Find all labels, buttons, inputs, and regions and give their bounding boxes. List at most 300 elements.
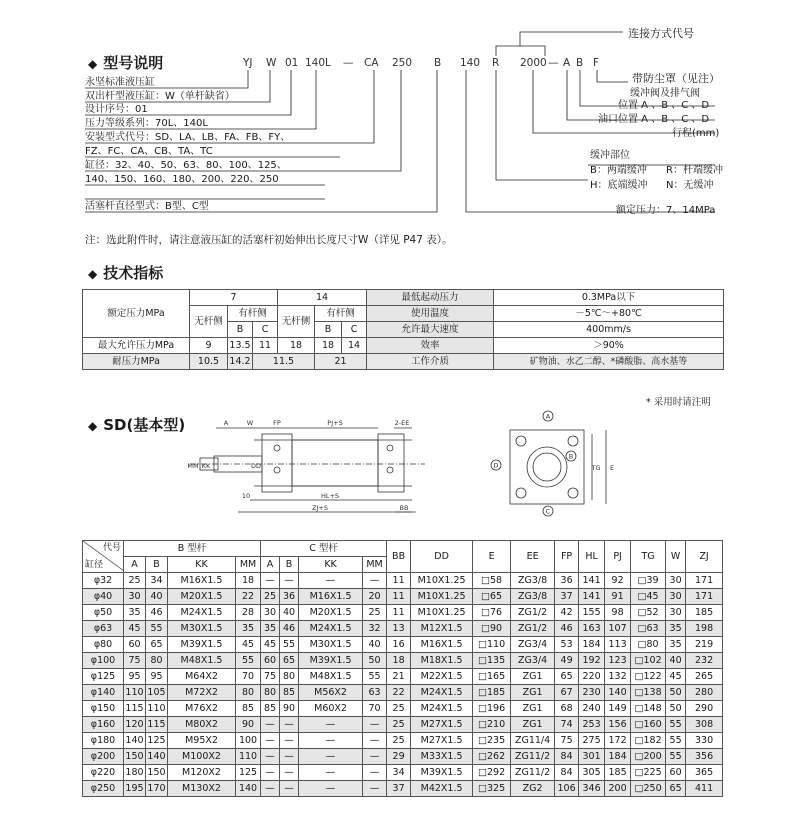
bore-cell: φ32 bbox=[83, 573, 124, 589]
dim-ten: 10 bbox=[241, 492, 251, 500]
table-cell: 301 bbox=[579, 749, 605, 765]
table-cell: 13 bbox=[387, 621, 411, 637]
table-cell: — bbox=[261, 717, 280, 733]
table-cell: 115 bbox=[124, 701, 146, 717]
spec-value-1: －5℃～+80℃ bbox=[494, 306, 724, 322]
table-cell: M95X2 bbox=[168, 733, 236, 749]
table-cell: 40 bbox=[146, 589, 168, 605]
header-ee: EE bbox=[511, 541, 555, 573]
table-cell: □58 bbox=[473, 573, 511, 589]
table-cell: 125 bbox=[236, 765, 261, 781]
proof-pressure-cell: 21 bbox=[315, 354, 367, 370]
table-cell: M20X1.5 bbox=[168, 589, 236, 605]
table-cell: M33X1.5 bbox=[411, 749, 473, 765]
header-c-b: B bbox=[280, 557, 299, 573]
table-cell: 53 bbox=[555, 637, 579, 653]
table-cell: 22 bbox=[387, 685, 411, 701]
table-cell: 67 bbox=[555, 685, 579, 701]
table-cell: 65 bbox=[555, 669, 579, 685]
spec-label-3: 效率 bbox=[367, 338, 494, 354]
table-cell: 155 bbox=[579, 605, 605, 621]
table-cell: 35 bbox=[124, 605, 146, 621]
rod-b-14: B bbox=[315, 322, 342, 338]
table-cell: 140 bbox=[146, 749, 168, 765]
table-cell: 55 bbox=[666, 749, 686, 765]
table-cell: 141 bbox=[579, 589, 605, 605]
label-cushion-h: H：底端缓冲 bbox=[590, 180, 648, 191]
table-cell: 70 bbox=[236, 669, 261, 685]
code-part-dash1: — bbox=[343, 57, 354, 69]
table-cell: M130X2 bbox=[168, 781, 236, 797]
pressure-14: 14 bbox=[278, 290, 367, 306]
table-cell: □52 bbox=[631, 605, 666, 621]
table-cell: M24X1.5 bbox=[168, 605, 236, 621]
table-cell: M27X1.5 bbox=[411, 733, 473, 749]
max-pressure-cell: 18 bbox=[278, 338, 315, 354]
table-cell: 65 bbox=[280, 653, 299, 669]
table-cell: □210 bbox=[473, 717, 511, 733]
table-cell: 253 bbox=[579, 717, 605, 733]
no-rod-14: 无杆侧 bbox=[278, 306, 315, 338]
table-cell: 42 bbox=[555, 605, 579, 621]
label-mount-type-1: 安装型式代号：SD、LA、LB、FA、FB、FY、 bbox=[85, 132, 291, 143]
code-part-01: 01 bbox=[285, 57, 299, 69]
table-cell: — bbox=[363, 733, 387, 749]
label-design-no: 设计序号：01 bbox=[85, 104, 148, 115]
pressure-7: 7 bbox=[190, 290, 278, 306]
table-cell: 25 bbox=[387, 701, 411, 717]
table-cell: M100X2 bbox=[168, 749, 236, 765]
table-cell: 219 bbox=[686, 637, 723, 653]
table-cell: M72X2 bbox=[168, 685, 236, 701]
table-cell: M10X1.25 bbox=[411, 605, 473, 621]
table-cell: 46 bbox=[146, 605, 168, 621]
spec-value-2: 400mm/s bbox=[494, 322, 724, 338]
table-cell: M60X2 bbox=[299, 701, 363, 717]
table-cell: 171 bbox=[686, 589, 723, 605]
table-cell: 40 bbox=[666, 653, 686, 669]
cylinder-tube bbox=[292, 440, 378, 486]
table-cell: 50 bbox=[363, 653, 387, 669]
table-cell: 85 bbox=[261, 701, 280, 717]
table-cell: 60 bbox=[124, 637, 146, 653]
table-cell: □45 bbox=[631, 589, 666, 605]
table-cell: — bbox=[280, 781, 299, 797]
table-cell: 200 bbox=[605, 781, 631, 797]
header-b-kk: KK bbox=[168, 557, 236, 573]
table-cell: 91 bbox=[605, 589, 631, 605]
tech-footnote: * 采用时请注明 bbox=[646, 397, 711, 408]
end-label-a: A bbox=[545, 412, 551, 421]
header-tg: TG bbox=[631, 541, 666, 573]
table-cell: 30 bbox=[124, 589, 146, 605]
table-cell: 198 bbox=[686, 621, 723, 637]
label-cushion-n: N：无缓冲 bbox=[666, 180, 714, 191]
table-cell: 18 bbox=[236, 573, 261, 589]
table-cell: ZG3/8 bbox=[511, 573, 555, 589]
table-cell: — bbox=[261, 781, 280, 797]
table-cell: 11 bbox=[387, 605, 411, 621]
table-cell: 37 bbox=[387, 781, 411, 797]
spec-label-1: 使用温度 bbox=[367, 306, 494, 322]
table-cell: 265 bbox=[686, 669, 723, 685]
table-cell: 55 bbox=[280, 637, 299, 653]
max-pressure-cell: 14 bbox=[342, 338, 367, 354]
table-cell: 68 bbox=[555, 701, 579, 717]
table-cell: 55 bbox=[236, 653, 261, 669]
rod-c-7: C bbox=[253, 322, 278, 338]
table-cell: 105 bbox=[146, 685, 168, 701]
dim-bb: BB bbox=[399, 504, 409, 512]
table-cell: 55 bbox=[146, 621, 168, 637]
table-cell: □65 bbox=[473, 589, 511, 605]
table-cell: 140 bbox=[124, 733, 146, 749]
bore-cell: φ180 bbox=[83, 733, 124, 749]
table-cell: 171 bbox=[686, 573, 723, 589]
table-cell: □80 bbox=[631, 637, 666, 653]
label-stroke: 行程(mm) bbox=[672, 128, 720, 139]
table-cell: 123 bbox=[605, 653, 631, 669]
table-cell: 25 bbox=[124, 573, 146, 589]
table-cell: ZG11/4 bbox=[511, 733, 555, 749]
table-cell: □122 bbox=[631, 669, 666, 685]
table-cell: 140 bbox=[236, 781, 261, 797]
table-cell: 20 bbox=[363, 589, 387, 605]
header-zj: ZJ bbox=[686, 541, 723, 573]
bore-cell: φ160 bbox=[83, 717, 124, 733]
max-pressure-cell: 9 bbox=[190, 338, 228, 354]
max-pressure-cell: 18 bbox=[315, 338, 342, 354]
side-view-drawing bbox=[180, 412, 440, 524]
table-cell: 16 bbox=[387, 637, 411, 653]
table-cell: 290 bbox=[686, 701, 723, 717]
label-double-rod: 双出杆型液压缸：W（单杆缺省） bbox=[85, 91, 235, 102]
table-cell: 308 bbox=[686, 717, 723, 733]
table-cell: 65 bbox=[666, 781, 686, 797]
table-cell: 35 bbox=[666, 621, 686, 637]
table-cell: □225 bbox=[631, 765, 666, 781]
table-cell: — bbox=[363, 749, 387, 765]
bore-cell: φ80 bbox=[83, 637, 124, 653]
table-cell: 95 bbox=[146, 669, 168, 685]
max-pressure-label: 最大允许压力MPa bbox=[83, 338, 190, 354]
table-cell: 170 bbox=[146, 781, 168, 797]
rated-pressure-label: 额定压力MPa bbox=[83, 290, 190, 338]
table-cell: 45 bbox=[124, 621, 146, 637]
table-row bbox=[83, 573, 723, 589]
table-cell: 156 bbox=[605, 717, 631, 733]
dim-hl: HL+S bbox=[320, 492, 340, 500]
code-part-140: 140 bbox=[460, 57, 481, 69]
end-label-e: E bbox=[609, 464, 615, 472]
table-cell: 36 bbox=[280, 589, 299, 605]
table-cell: ZG3/8 bbox=[511, 589, 555, 605]
table-cell: M120X2 bbox=[168, 765, 236, 781]
label-dust-cover: 带防尘罩（见注） bbox=[632, 72, 720, 85]
table-cell: M24X1.5 bbox=[411, 685, 473, 701]
table-cell: 75 bbox=[261, 669, 280, 685]
code-part-r: R bbox=[492, 57, 500, 69]
table-cell: 195 bbox=[124, 781, 146, 797]
table-cell: — bbox=[280, 717, 299, 733]
table-cell: — bbox=[280, 749, 299, 765]
bore-cell: φ125 bbox=[83, 669, 124, 685]
label-position: 位置 A 、B 、C 、D bbox=[618, 100, 710, 111]
table-cell: — bbox=[261, 573, 280, 589]
table-cell: 21 bbox=[387, 669, 411, 685]
table-cell: 106 bbox=[555, 781, 579, 797]
table-cell: 11 bbox=[387, 573, 411, 589]
table-cell: 25 bbox=[363, 605, 387, 621]
bore-cell: φ50 bbox=[83, 605, 124, 621]
table-cell: — bbox=[261, 733, 280, 749]
table-row bbox=[83, 653, 723, 669]
code-part-dash2: — bbox=[548, 57, 559, 69]
table-cell: 37 bbox=[555, 589, 579, 605]
table-cell: 35 bbox=[236, 621, 261, 637]
table-cell: 22 bbox=[236, 589, 261, 605]
proof-pressure-label: 耐压力MPa bbox=[83, 354, 190, 370]
code-part-yj: YJ bbox=[243, 57, 253, 69]
table-cell: M12X1.5 bbox=[411, 621, 473, 637]
table-cell: □235 bbox=[473, 733, 511, 749]
table-cell: 120 bbox=[124, 717, 146, 733]
end-view-drawing bbox=[482, 408, 642, 518]
end-label-b: B bbox=[568, 452, 574, 461]
table-cell: 163 bbox=[579, 621, 605, 637]
header-b-mm: MM bbox=[236, 557, 261, 573]
table-row bbox=[83, 765, 723, 781]
table-row bbox=[83, 781, 723, 797]
spec-label-2: 允许最大速度 bbox=[367, 322, 494, 338]
table-cell: 35 bbox=[261, 621, 280, 637]
table-cell: □182 bbox=[631, 733, 666, 749]
table-cell: M80X2 bbox=[168, 717, 236, 733]
header-pj: PJ bbox=[605, 541, 631, 573]
table-cell: M39X1.5 bbox=[299, 653, 363, 669]
table-cell: M30X1.5 bbox=[168, 621, 236, 637]
table-cell: — bbox=[299, 781, 363, 797]
rod-b-7: B bbox=[228, 322, 253, 338]
table-cell: 100 bbox=[236, 733, 261, 749]
header-w: W bbox=[666, 541, 686, 573]
label-cushion-r: R：杆端缓冲 bbox=[666, 165, 723, 176]
cap-cover bbox=[378, 434, 404, 492]
spec-label-0: 最低起动压力 bbox=[367, 290, 494, 306]
table-cell: — bbox=[299, 573, 363, 589]
end-label-c: C bbox=[545, 507, 551, 516]
table-cell: 29 bbox=[387, 749, 411, 765]
table-cell: ZG3/4 bbox=[511, 653, 555, 669]
table-cell: 11 bbox=[387, 589, 411, 605]
table-cell: 132 bbox=[605, 669, 631, 685]
table-cell: □325 bbox=[473, 781, 511, 797]
table-cell: 63 bbox=[363, 685, 387, 701]
table-cell: 85 bbox=[236, 701, 261, 717]
table-cell: 50 bbox=[666, 701, 686, 717]
table-cell: 185 bbox=[605, 765, 631, 781]
table-cell: M48X1.5 bbox=[299, 669, 363, 685]
table-cell: 84 bbox=[555, 749, 579, 765]
label-oil-port: 油口位置 A 、B 、C 、D bbox=[598, 114, 710, 125]
table-cell: 18 bbox=[387, 653, 411, 669]
label-cushion-title: 缓冲部位 bbox=[590, 150, 630, 161]
table-cell: □102 bbox=[631, 653, 666, 669]
table-cell: 34 bbox=[387, 765, 411, 781]
code-part-w: W bbox=[266, 57, 277, 69]
table-cell: 184 bbox=[605, 749, 631, 765]
label-brand: 永坚标准液压缸 bbox=[85, 77, 155, 88]
table-cell: — bbox=[299, 765, 363, 781]
table-cell: □148 bbox=[631, 701, 666, 717]
table-cell: □165 bbox=[473, 669, 511, 685]
table-cell: — bbox=[363, 573, 387, 589]
table-cell: 150 bbox=[124, 749, 146, 765]
table-cell: M10X1.25 bbox=[411, 573, 473, 589]
header-b-b: B bbox=[146, 557, 168, 573]
table-cell: — bbox=[280, 765, 299, 781]
table-cell: □138 bbox=[631, 685, 666, 701]
dimension-table bbox=[82, 540, 723, 797]
label-mount-type-2: FZ、FC、CA、CB、TA、TC bbox=[85, 146, 213, 157]
bore-cell: φ100 bbox=[83, 653, 124, 669]
table-cell: M22X1.5 bbox=[411, 669, 473, 685]
table-cell: M16X1.5 bbox=[168, 573, 236, 589]
diamond-bullet-icon: ◆ bbox=[88, 57, 98, 71]
code-part-b: B bbox=[434, 57, 442, 69]
dim-zj: ZJ+S bbox=[312, 504, 328, 512]
table-cell: 140 bbox=[605, 685, 631, 701]
table-cell: 28 bbox=[236, 605, 261, 621]
table-cell: M10X1.25 bbox=[411, 589, 473, 605]
table-cell: ZG11/2 bbox=[511, 749, 555, 765]
table-cell: 411 bbox=[686, 781, 723, 797]
table-cell: ZG1 bbox=[511, 701, 555, 717]
table-cell: — bbox=[363, 765, 387, 781]
table-row bbox=[83, 701, 723, 717]
header-fp: FP bbox=[555, 541, 579, 573]
table-cell: 45 bbox=[666, 669, 686, 685]
table-row bbox=[83, 669, 723, 685]
table-row bbox=[83, 621, 723, 637]
table-cell: — bbox=[261, 765, 280, 781]
head-cover bbox=[262, 434, 292, 492]
table-cell: 80 bbox=[236, 685, 261, 701]
end-square bbox=[510, 430, 584, 504]
table-cell: 90 bbox=[280, 701, 299, 717]
table-cell: — bbox=[299, 749, 363, 765]
table-cell: 115 bbox=[146, 717, 168, 733]
spec-value-4: 矿物油、水乙二醇、*磷酸脂、高水基等 bbox=[494, 354, 724, 370]
table-cell: 98 bbox=[605, 605, 631, 621]
table-cell: 60 bbox=[666, 765, 686, 781]
table-cell: 280 bbox=[686, 685, 723, 701]
label-bore-1: 缸径：32、40、50、63、80、100、125、 bbox=[85, 160, 287, 171]
table-cell: M39X1.5 bbox=[411, 765, 473, 781]
rod-c-14: C bbox=[342, 322, 367, 338]
table-cell: 40 bbox=[363, 637, 387, 653]
spec-value-0: 0.3MPa以下 bbox=[494, 290, 724, 306]
table-row bbox=[83, 717, 723, 733]
table-cell: 46 bbox=[555, 621, 579, 637]
table-cell: ZG1 bbox=[511, 669, 555, 685]
header-code: 代号 bbox=[102, 543, 121, 553]
table-cell: 55 bbox=[363, 669, 387, 685]
table-cell: 32 bbox=[363, 621, 387, 637]
table-row bbox=[83, 749, 723, 765]
proof-pressure-cell: 11.5 bbox=[253, 354, 315, 370]
dim-w: W bbox=[246, 419, 254, 427]
label-connection: 连接方式代号 bbox=[628, 27, 694, 40]
table-cell: 80 bbox=[280, 669, 299, 685]
table-cell: — bbox=[363, 781, 387, 797]
table-cell: 184 bbox=[579, 637, 605, 653]
table-cell: 95 bbox=[124, 669, 146, 685]
table-cell: 35 bbox=[666, 637, 686, 653]
table-cell: □63 bbox=[631, 621, 666, 637]
table-cell: □262 bbox=[473, 749, 511, 765]
header-c-kk: KK bbox=[299, 557, 363, 573]
sd-section-title: ◆ SD(基本型) bbox=[88, 416, 186, 434]
table-cell: 220 bbox=[579, 669, 605, 685]
table-cell: 30 bbox=[666, 605, 686, 621]
table-cell: 330 bbox=[686, 733, 723, 749]
table-cell: 55 bbox=[666, 717, 686, 733]
dim-kk: KK bbox=[201, 462, 211, 470]
table-row bbox=[83, 605, 723, 621]
table-cell: □250 bbox=[631, 781, 666, 797]
no-rod-7: 无杆侧 bbox=[190, 306, 228, 338]
table-row bbox=[83, 637, 723, 653]
header-c-a: A bbox=[261, 557, 280, 573]
table-cell: 150 bbox=[146, 765, 168, 781]
table-cell: 65 bbox=[146, 637, 168, 653]
table-cell: — bbox=[299, 717, 363, 733]
code-part-bb: B bbox=[576, 57, 584, 69]
table-cell: 49 bbox=[555, 653, 579, 669]
label-rod-type: 活塞杆直径型式：B型、C型 bbox=[85, 201, 209, 212]
table-cell: 305 bbox=[579, 765, 605, 781]
table-cell: 25 bbox=[387, 733, 411, 749]
table-cell: □90 bbox=[473, 621, 511, 637]
header-b-type: B 型杆 bbox=[124, 541, 261, 557]
tech-section-title: ◆ 技术指标 bbox=[88, 264, 164, 282]
table-cell: 45 bbox=[236, 637, 261, 653]
label-pressure-series: 压力等级系列：70L、140L bbox=[85, 118, 208, 129]
code-part-2000: 2000 bbox=[520, 57, 547, 69]
table-cell: M24X1.5 bbox=[299, 621, 363, 637]
table-cell: 365 bbox=[686, 765, 723, 781]
table-cell: 110 bbox=[124, 685, 146, 701]
table-cell: 80 bbox=[146, 653, 168, 669]
dimension-table-body bbox=[83, 573, 723, 797]
bore-cell: φ140 bbox=[83, 685, 124, 701]
table-cell: M56X2 bbox=[299, 685, 363, 701]
diamond-bullet-icon: ◆ bbox=[88, 267, 98, 281]
label-bore-2: 140、150、160、180、200、220、250 bbox=[85, 174, 279, 185]
table-cell: M30X1.5 bbox=[299, 637, 363, 653]
table-cell: 230 bbox=[579, 685, 605, 701]
code-part-a: A bbox=[563, 57, 571, 69]
table-cell: — bbox=[261, 749, 280, 765]
table-cell: 172 bbox=[605, 733, 631, 749]
table-cell: ZG11/2 bbox=[511, 765, 555, 781]
table-row bbox=[83, 733, 723, 749]
table-cell: □135 bbox=[473, 653, 511, 669]
table-cell: □292 bbox=[473, 765, 511, 781]
end-label-tg: TG bbox=[591, 464, 601, 472]
table-cell: 85 bbox=[280, 685, 299, 701]
